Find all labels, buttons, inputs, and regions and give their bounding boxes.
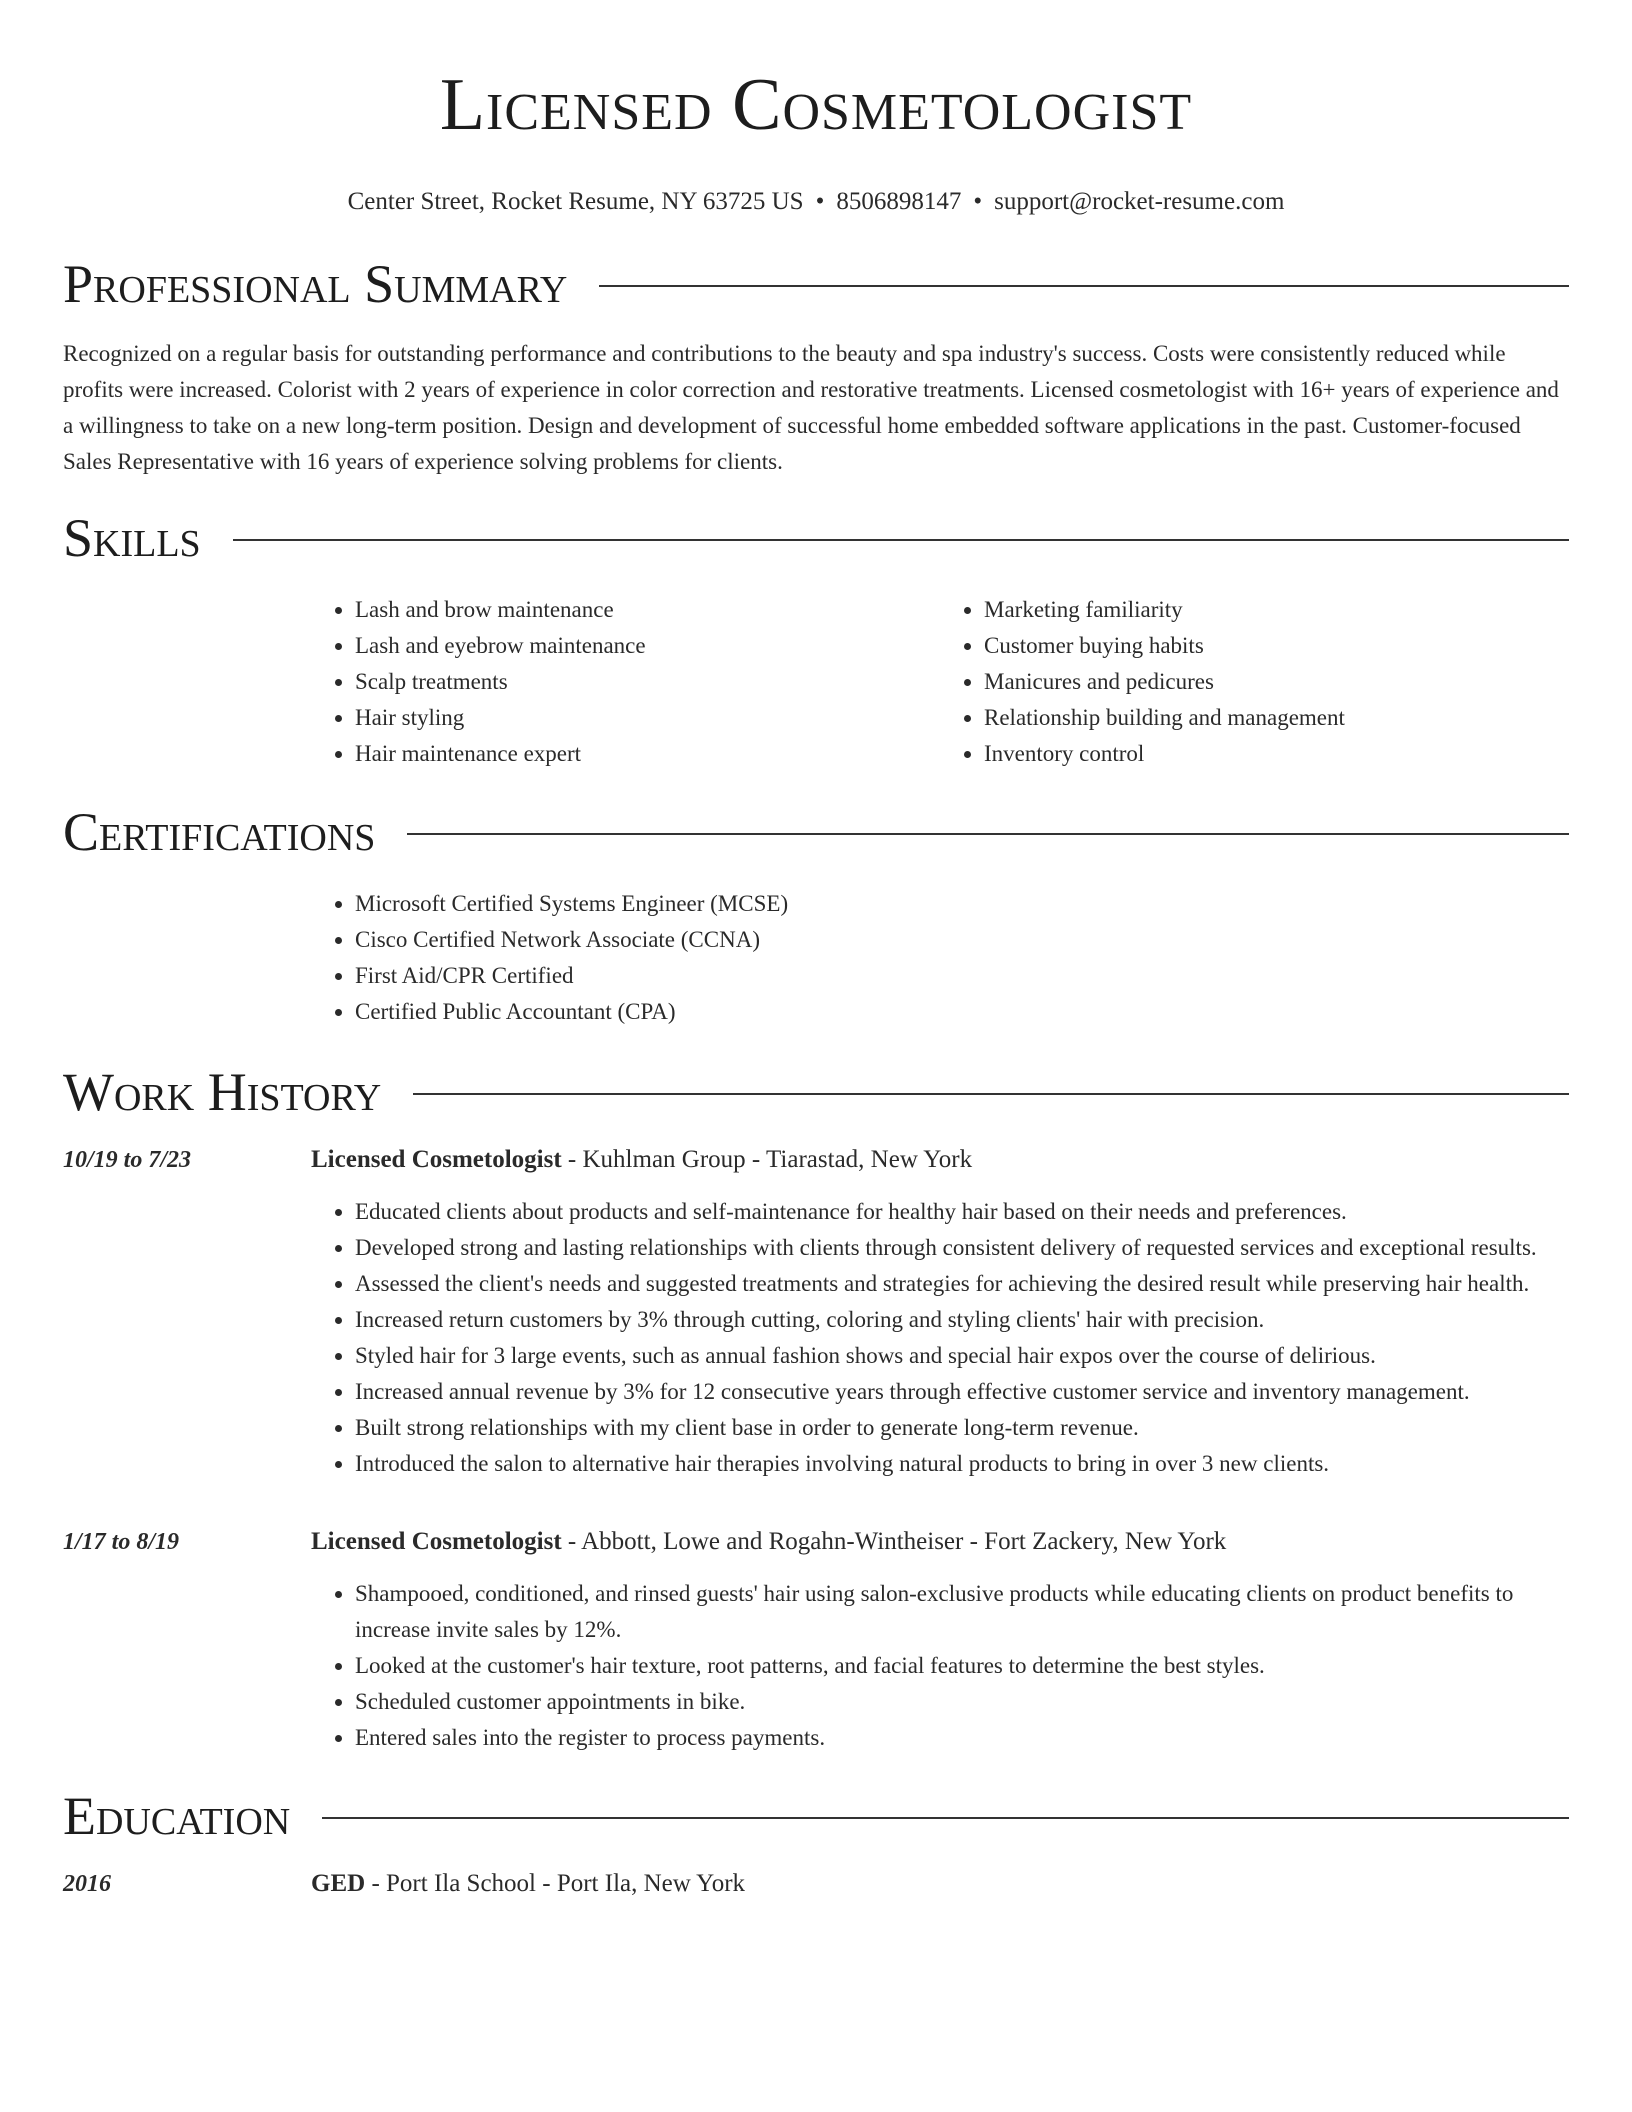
education-year: 2016 — [63, 1871, 111, 1897]
job-bullet: • Increased return customers by 3% through cutting, coloring and styling clients' hair with precision. — [355, 1302, 1569, 1338]
job-title: Licensed Cosmetologist — [311, 1146, 562, 1173]
skill-item: • Customer buying habits — [984, 628, 1569, 664]
education-degree: GED — [311, 1870, 366, 1897]
section-divider — [413, 1093, 1569, 1095]
job-title: Licensed Cosmetologist — [311, 1528, 562, 1555]
skills-right-column — [940, 592, 1569, 772]
certification-item: • Microsoft Certified Systems Engineer (MCSE) — [355, 886, 1569, 922]
skill-item: • Hair maintenance expert — [355, 736, 940, 772]
certifications-list — [311, 886, 1569, 1030]
job-title-line — [311, 1142, 1569, 1178]
education-school: - Port Ila School - Port Ila, New York — [365, 1870, 746, 1897]
job-bullet: • Looked at the customer's hair texture, root patterns, and facial features to determine the best styles. — [355, 1648, 1569, 1684]
job-dates: 10/19 to 7/23 — [63, 1147, 192, 1173]
education-section-header — [63, 1784, 1569, 1848]
job-entry — [63, 1524, 1569, 1756]
job-body — [311, 1524, 1569, 1756]
job-bullet: • Built strong relationships with my client base in order to generate long-term revenue. — [355, 1410, 1569, 1446]
section-divider — [233, 539, 1569, 541]
contact-separator: • — [973, 188, 983, 215]
job-bullet: • Educated clients about products and self-maintenance for healthy hair based on their needs and preferences. — [355, 1194, 1569, 1230]
education-body — [311, 1866, 1569, 1918]
job-dates: 1/17 to 8/19 — [63, 1529, 180, 1555]
summary-section-header — [63, 252, 1569, 316]
job-entry — [63, 1142, 1569, 1482]
job-bullet: • Introduced the salon to alternative hair therapies involving natural products to bring in over 3 new clients. — [355, 1446, 1569, 1482]
skill-item: • Relationship building and management — [984, 700, 1569, 736]
contact-phone: 8506898147 — [836, 188, 962, 215]
section-divider — [322, 1817, 1569, 1819]
work-history-section-header — [63, 1060, 1569, 1124]
certifications-section-header — [63, 800, 1569, 864]
job-employer: - Kuhlman Group - Tiarastad, New York — [561, 1146, 973, 1173]
skills-section-header — [63, 506, 1569, 570]
skill-item: • Marketing familiarity — [984, 592, 1569, 628]
skills-left-column — [311, 592, 940, 772]
contact-separator: • — [815, 188, 825, 215]
job-bullet: • Assessed the client's needs and suggested treatments and strategies for achieving the desired result while preserving hair health. — [355, 1266, 1569, 1302]
job-bullet: • Scheduled customer appointments in bike. — [355, 1684, 1569, 1720]
job-employer: - Abbott, Lowe and Rogahn-Wintheiser - Fort Zackery, New York — [561, 1528, 1227, 1555]
job-bullets — [311, 1576, 1569, 1756]
certification-item: • First Aid/CPR Certified — [355, 958, 1569, 994]
job-bullet: • Shampooed, conditioned, and rinsed guests' hair using salon-exclusive products while educating clients on product benefits to increase invite sales by 12%. — [355, 1576, 1569, 1648]
certifications-heading: Certifications — [63, 802, 376, 862]
skill-item: • Lash and eyebrow maintenance — [355, 628, 940, 664]
skill-item: • Scalp treatments — [355, 664, 940, 700]
education-entry — [63, 1866, 1569, 1918]
contact-email: support@rocket-resume.com — [994, 188, 1285, 215]
education-heading: Education — [63, 1786, 291, 1846]
education-line — [311, 1866, 1569, 1902]
section-divider — [407, 833, 1569, 835]
job-title-line — [311, 1524, 1569, 1560]
skills-heading: Skills — [63, 508, 201, 568]
contact-line — [63, 186, 1569, 218]
skill-item: • Hair styling — [355, 700, 940, 736]
skill-item: • Manicures and pedicures — [984, 664, 1569, 700]
contact-address: Center Street, Rocket Resume, NY 63725 US — [347, 188, 804, 215]
skill-item: • Inventory control — [984, 736, 1569, 772]
resume-name: Licensed Cosmetologist — [439, 64, 1193, 146]
work-history-heading: Work History — [63, 1062, 382, 1122]
job-body — [311, 1142, 1569, 1482]
certification-item: • Cisco Certified Network Associate (CCNA) — [355, 922, 1569, 958]
summary-text: Recognized on a regular basis for outstanding performance and contributions to the beauty and spa industry's success. Costs were consistently reduced while profits were increased. Colorist with 2 years of experience in color correction and restorative treatments. Licensed cosmetologist with 16+ years of experience and a willingness to take on a new long-term position. Design and development of successful home embedded software applications in the past. Customer-focused Sales Representative with 16 years of experience solving problems for clients. — [63, 341, 1559, 474]
skills-list — [311, 592, 1569, 772]
job-bullet: • Developed strong and lasting relationships with clients through consistent delivery of requested services and exceptional results. — [355, 1230, 1569, 1266]
section-divider — [599, 285, 1569, 287]
skill-item: • Lash and brow maintenance — [355, 592, 940, 628]
summary-heading: Professional Summary — [63, 254, 568, 314]
job-bullets — [311, 1194, 1569, 1482]
job-bullet: • Increased annual revenue by 3% for 12 consecutive years through effective customer service and inventory management. — [355, 1374, 1569, 1410]
job-bullet: • Styled hair for 3 large events, such as annual fashion shows and special hair expos over the course of delirious. — [355, 1338, 1569, 1374]
certification-item: • Certified Public Accountant (CPA) — [355, 994, 1569, 1030]
job-bullet: • Entered sales into the register to process payments. — [355, 1720, 1569, 1756]
